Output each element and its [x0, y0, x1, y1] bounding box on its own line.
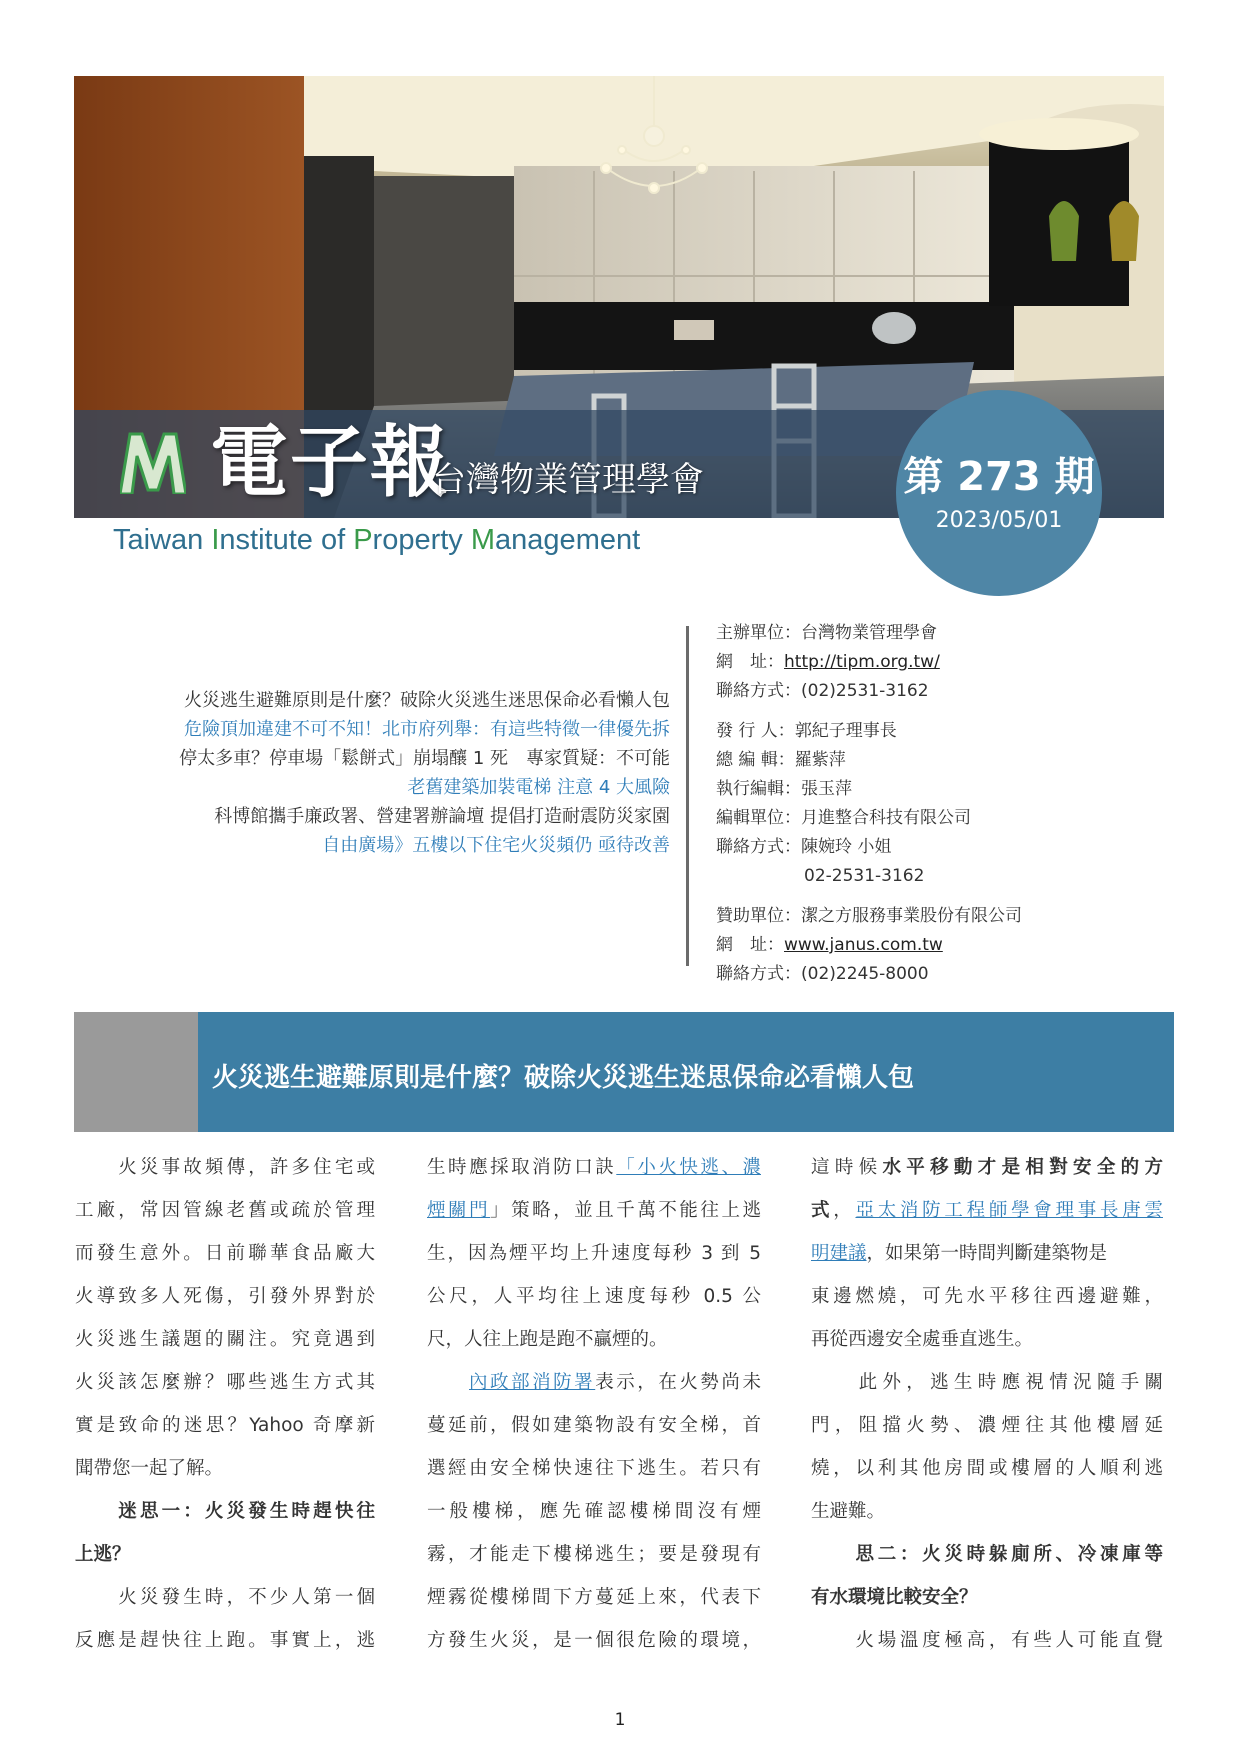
text-line: 火場溫度極高，有些人可能直覺 [811, 1630, 1163, 1651]
text-line: 煙關門」策略，並且千萬不能往上逃 [427, 1200, 761, 1221]
article-banner-accent [74, 1012, 198, 1132]
text-line: 而發生意外。日前聯華食品廠大 [75, 1243, 375, 1264]
text-line: 火災該怎麼辦？哪些逃生方式其 [75, 1372, 375, 1393]
article-column-3 [811, 1146, 1163, 1662]
organizer-line: 主辦單位：台灣物業管理學會 [716, 623, 937, 643]
text-line: 明建議，如果第一時間判斷建築物是 [811, 1243, 1108, 1264]
text-line: 東邊燃燒，可先水平移往西邊避難， [811, 1286, 1163, 1307]
text-line: 此外，逃生時應視情況隨手關 [811, 1372, 1163, 1393]
text-line: 生時應採取消防口訣「小火快逃、濃 [427, 1157, 761, 1178]
org-english-name: Taiwan Institute of Property Management [113, 524, 641, 556]
text-line: 一般樓梯，應先確認樓梯間沒有煙 [427, 1501, 761, 1522]
vertical-divider [686, 626, 689, 966]
text-line: 霧，才能走下樓梯逃生；要是發現有 [427, 1544, 761, 1565]
chief-editor-line: 總 編 輯：羅紫萍 [716, 750, 846, 770]
text-line: 蔓延前，假如建築物設有安全梯，首 [427, 1415, 761, 1436]
text-line: 火災發生時，不少人第一個 [75, 1587, 375, 1608]
publisher-line: 發 行 人：郭紀子理事長 [716, 721, 897, 741]
text-line: 生，因為煙平均上升速度每秒 3 到 5 [427, 1243, 761, 1264]
exec-editor-line: 執行編輯：張玉萍 [716, 779, 852, 799]
headline-item[interactable]: 火災逃生避難原則是什麼？破除火災逃生迷思保命必看懶人包 [184, 690, 670, 711]
text-line: 火災逃生議題的關注。究竟遇到 [75, 1329, 375, 1350]
subheading: 思二：火災時躲廁所、冷凍庫等 [811, 1544, 1163, 1565]
text-line: 門，阻擋火勢、濃煙往其他樓層延 [811, 1415, 1163, 1436]
text-line: 尺，人往上跑是跑不贏煙的。 [427, 1329, 668, 1350]
text-line: 火導致多人死傷，引發外界對於 [75, 1286, 375, 1307]
sponsor-line: 贊助單位：潔之方服務事業股份有限公司 [716, 906, 1022, 926]
masthead-subtitle: 台灣物業管理學會 [432, 460, 704, 500]
edit-unit-line: 編輯單位：月進整合科技有限公司 [716, 808, 971, 828]
text-line: 方發生火災，是一個很危險的環境， [427, 1630, 761, 1651]
text-line: 式，亞太消防工程師學會理事長唐雲 [811, 1200, 1163, 1221]
website-link[interactable]: http://tipm.org.tw/ [784, 652, 940, 672]
text-line: 燒，以利其他房間或樓層的人順利逃 [811, 1458, 1163, 1479]
headline-item[interactable]: 老舊建築加裝電梯 注意 4 大風險 [407, 777, 670, 798]
expert-link[interactable]: 亞太消防工程師學會理事長唐雲 [855, 1200, 1163, 1221]
subheading: 迷思一：火災發生時趕快往 [75, 1501, 375, 1522]
subheading: 有水環境比較安全？ [811, 1587, 978, 1608]
headline-item[interactable]: 停太多車？停車場「鬆餅式」崩塌釀 1 死 專家質疑：不可能 [179, 748, 670, 769]
text-line: 工廠，常因管線老舊或疏於管理 [75, 1200, 375, 1221]
sponsor-website-line: 網 址：www.janus.com.tw [716, 935, 943, 955]
text-line: 這時候水平移動才是相對安全的方 [811, 1157, 1163, 1178]
slogan-link[interactable]: 「小火快逃、濃 [616, 1157, 761, 1178]
sponsor-contact-line: 聯絡方式：(02)2245-8000 [716, 964, 929, 984]
expert-link[interactable]: 明建議 [811, 1243, 867, 1264]
issue-date: 2023/05/01 [935, 508, 1063, 533]
text-line: 聞帶您一起了解。 [75, 1458, 224, 1479]
text-line: 選經由安全梯快速往下逃生。若只有 [427, 1458, 761, 1479]
edit-contact-line: 聯絡方式：陳婉玲 小姐 [716, 837, 892, 857]
society-logo-icon [120, 432, 186, 494]
website-line: 網 址：http://tipm.org.tw/ [716, 652, 940, 672]
text-line: 實是致命的迷思？Yahoo 奇摩新 [75, 1415, 375, 1436]
text-line: 公尺，人平均往上速度每秒 0.5 公 [427, 1286, 761, 1307]
issue-number: 第 273 期 [903, 454, 1095, 500]
text-line: 生避難。 [811, 1501, 886, 1522]
text-line: 反應是趕快往上跑。事實上，逃 [75, 1630, 375, 1651]
text-line: 煙霧從樓梯間下方蔓延上來，代表下 [427, 1587, 761, 1608]
text-line: 內政部消防署表示，在火勢尚未 [469, 1372, 761, 1393]
headline-item[interactable]: 自由廣場》五樓以下住宅火災頻仍 亟待改善 [322, 835, 670, 856]
article-column-2 [427, 1146, 761, 1662]
text-line: 火災事故頻傳，許多住宅或 [75, 1157, 375, 1178]
text-line: 再從西邊安全處垂直逃生。 [811, 1329, 1034, 1350]
headline-item[interactable]: 危險頂加違建不可不知！北市府列舉：有這些特徵一律優先拆 [184, 719, 670, 740]
contact-line: 聯絡方式：(02)2531-3162 [716, 681, 929, 701]
subheading: 上逃？ [75, 1544, 131, 1565]
slogan-link[interactable]: 煙關門 [427, 1200, 491, 1221]
edit-phone-line: 02-2531-3162 [804, 866, 925, 886]
sponsor-website-link[interactable]: www.janus.com.tw [784, 935, 943, 955]
fire-agency-link[interactable]: 內政部消防署 [469, 1372, 596, 1393]
headline-item[interactable]: 科博館攜手廉政署、營建署辦論壇 提倡打造耐震防災家園 [214, 806, 670, 827]
headline-list [90, 686, 670, 860]
article-column-1 [75, 1146, 375, 1662]
page-number: 1 [614, 1710, 626, 1730]
article-title: 火災逃生避難原則是什麼？破除火災逃生迷思保命必看懶人包 [212, 1063, 915, 1093]
masthead-title: 電子報 [210, 418, 451, 508]
